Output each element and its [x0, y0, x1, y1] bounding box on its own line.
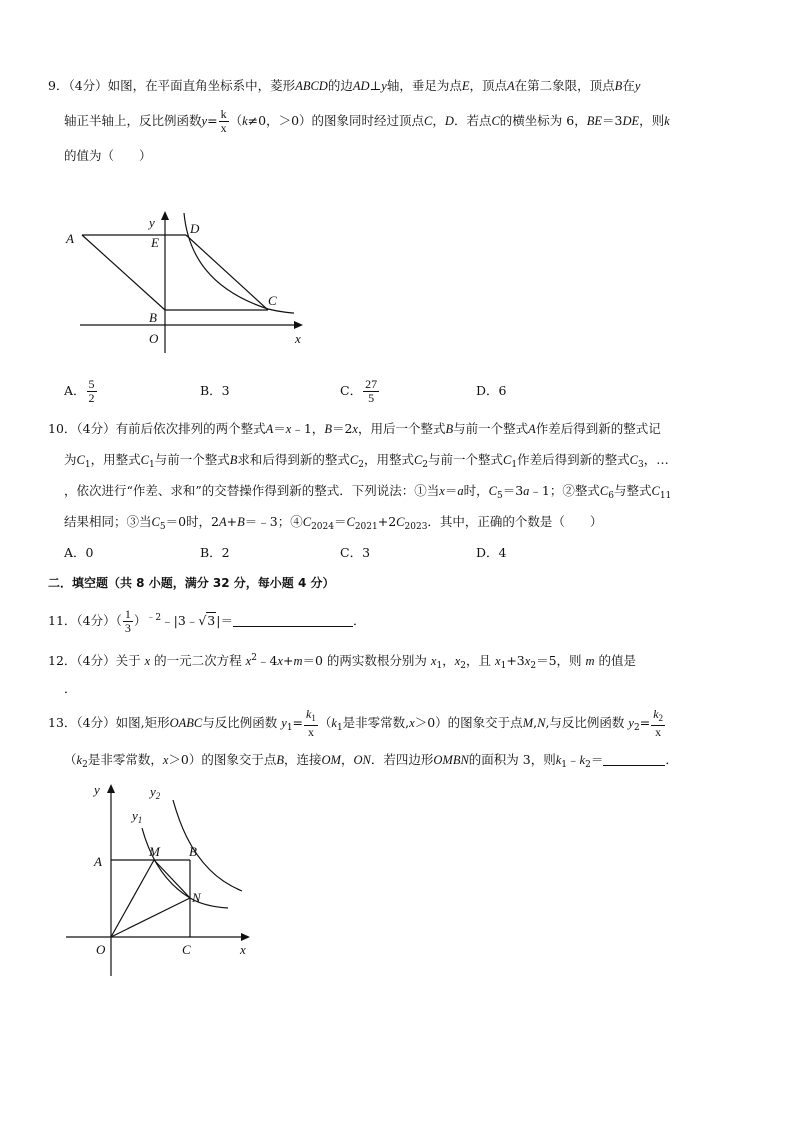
q13-text: ．若四边形 [370, 752, 434, 767]
q13-var: OM [321, 753, 341, 767]
q10-text: 与前一个整式 [428, 452, 504, 467]
sqrt-value: 3 [207, 613, 216, 628]
q13-var: y [281, 716, 287, 730]
q12-text: ﹣4 [256, 653, 278, 668]
x-axis-arrow [241, 933, 250, 941]
q10-var: C [76, 453, 85, 467]
q9-var: y [634, 79, 641, 93]
q10-text: 与整式 [613, 483, 652, 498]
q9-var: C [491, 114, 500, 128]
fraction-denominator: 3 [124, 621, 131, 635]
label-n: N [192, 890, 201, 905]
hyperbola-curve [184, 213, 294, 313]
q13-number: 13 [48, 715, 64, 730]
q12-text: +3 [506, 653, 525, 668]
q13-var: x [409, 716, 415, 730]
line-mn [154, 860, 190, 898]
subscript: 1 [436, 661, 443, 671]
q10-text: 与前一个整式 [154, 452, 230, 467]
q13-figure [60, 780, 260, 980]
q12-text: 的一元二次方程 [154, 653, 242, 668]
q10-number: 10 [48, 421, 64, 436]
q10-text: ＝2 [331, 421, 353, 436]
q10-var: B [324, 422, 332, 436]
q9-var: BE [586, 114, 603, 128]
q10-var: C [302, 515, 312, 529]
q12-text: ． [64, 681, 77, 696]
label-a: A [94, 854, 102, 869]
subscript: 2024 [311, 522, 334, 532]
q11-score: （4分） [76, 613, 116, 628]
q13-var: ON [353, 753, 371, 767]
subscript: 2 [530, 661, 537, 671]
subscript: 2 [358, 460, 364, 470]
answer-blank[interactable] [603, 753, 665, 766]
q12-var: m [585, 654, 595, 668]
q9-number: 9 [48, 78, 56, 93]
q9-var: B [614, 79, 623, 93]
q10-option-a [64, 543, 93, 563]
q9-option-b [200, 381, 230, 401]
q9-text: 在第二象限，顶点 [514, 78, 615, 93]
q12-var: x [277, 654, 283, 668]
q10-option-d [476, 543, 506, 563]
q13-var: k [76, 753, 83, 767]
q11-text: ） [133, 613, 147, 628]
q12-text: ＝0 的两实数根分别为 [302, 653, 427, 668]
q9-text: （ [229, 113, 243, 128]
q13-text: ＞0）的图象交于点 [168, 752, 277, 767]
subscript: 2 [585, 760, 591, 770]
q13-text: ,与反比例函数 [545, 715, 625, 730]
q10-text: ，依次进行“作差、求和”的交替操作得到新的整式．下列说法：①当 [64, 483, 440, 498]
q10-var: B [237, 515, 245, 529]
q9-var: A [507, 79, 515, 93]
q13-text: 是非零常数， [87, 752, 163, 767]
q10-text: +2 [377, 514, 397, 529]
q13-line-1: 13．（4分）如图,矩形OABC与反比例函数 $y_1=$ $\frac{k_1}{x}$ （$k_1$是非零常数,x＞0）的图象交于点M,N,与反比例函数 $y_2=$ $\frac{k_2}{x}$ [48, 707, 664, 739]
q10-text: 结果相同；③当 [64, 514, 152, 529]
q12-number: 12 [48, 653, 64, 668]
q12-text: ，且 [466, 653, 492, 668]
option-fraction [87, 378, 97, 405]
option-label: A． [64, 383, 86, 398]
q9-option-c [340, 378, 380, 405]
subscript: 1 [561, 760, 568, 770]
q9-text: 的值为（ ） [64, 148, 152, 163]
curve-y2 [173, 800, 242, 891]
label-b: B [189, 844, 197, 859]
q9-fraction [219, 108, 229, 135]
y-axis-arrow [161, 211, 169, 220]
superscript: 2 [251, 653, 257, 663]
q13-var: N [537, 716, 546, 730]
q13-text: ，连接 [284, 752, 322, 767]
q10-text: ＝ [444, 483, 458, 498]
fraction-numerator: k [306, 707, 312, 721]
q13-var: OMBN [433, 753, 469, 767]
subscript: 2021 [354, 522, 378, 532]
q10-line-3 [64, 481, 671, 506]
q10-var: C [503, 453, 512, 467]
q10-var: a [523, 484, 530, 498]
q13-text: 与反比例函数 [202, 715, 278, 730]
option-label: D．6 [476, 383, 507, 398]
fraction-numerator: 27 [365, 377, 378, 391]
subscript: 1 [511, 460, 518, 470]
subscript: 11 [659, 491, 672, 501]
q10-line-1: 10．（4分）有前后依次排列的两个整式A＝x﹣1，B＝2x，用后一个整式B与前一个整式A作差后得到新的整式记 [48, 421, 661, 436]
option-label: D．4 [476, 545, 507, 560]
q13-var: k [331, 716, 337, 730]
q9-var: k [242, 114, 248, 128]
q9-line-1: 9．（4分）如图，在平面直角坐标系中，菱形ABCD的边AD⊥y轴，垂足为点E，顶点A在第二象限，顶点B在y [48, 78, 641, 93]
q10-text: ＝﹣3；④ [244, 514, 303, 529]
q10-text: 求和后得到新的整式 [237, 452, 350, 467]
q12-text: 的值是 [598, 653, 637, 668]
q10-var: C [140, 453, 149, 467]
q10-var: C [349, 453, 359, 467]
subscript: 6 [608, 491, 614, 501]
label-x: x [295, 331, 301, 346]
q10-text: ＝0时，2 [165, 514, 219, 529]
q13-fraction-2 [651, 708, 665, 739]
answer-blank[interactable] [233, 614, 353, 627]
q10-option-b [200, 543, 230, 563]
q10-score: （4分） [76, 421, 116, 436]
q12-var: x [495, 654, 501, 668]
label-b: B [149, 310, 157, 325]
q10-var: x [439, 484, 445, 498]
q9-text: 轴正半轴上，反比例函数 [64, 113, 202, 128]
subscript: 1 [336, 723, 343, 733]
q9-text: ≠0， [247, 113, 279, 128]
q10-var: A [219, 515, 227, 529]
label-y1 [130, 808, 142, 825]
q9-var: D [444, 114, 454, 128]
q12-text: ＝5，则 [536, 653, 582, 668]
q10-line-2 [64, 450, 669, 475]
label-m: M [149, 844, 160, 859]
q11-text: ． [352, 613, 366, 628]
q9-text: ， [432, 113, 445, 128]
q10-line-4 [64, 512, 602, 537]
q13-text: , [533, 715, 538, 730]
q9-text: ＞0）的图象同时经过顶点 [278, 113, 425, 128]
subscript: 2 [658, 713, 664, 723]
option-label: B．2 [200, 545, 230, 560]
subscript: 2 [460, 661, 467, 671]
subscript: 1 [311, 713, 316, 723]
q9-text: ，顶点 [469, 78, 508, 93]
q11-fraction [123, 608, 133, 635]
label-y: y [94, 782, 100, 797]
q12-text: ， [442, 653, 455, 668]
label-o: O [149, 331, 159, 346]
q9-var: k [664, 114, 670, 128]
q9-text: ＝3 [602, 113, 623, 128]
q13-text: = [639, 715, 651, 730]
q10-text: ＝ [273, 421, 286, 436]
q10-var: x [285, 422, 292, 436]
option-label: A．0 [64, 545, 94, 560]
q13-var: x [162, 753, 169, 767]
label-y2-letter: y [150, 784, 156, 799]
q9-text: 如图，在平面直角坐标系中，菱形 [107, 78, 296, 93]
label-y2-sub: 2 [155, 791, 161, 801]
label-y: y [149, 215, 155, 230]
curve-y1 [142, 828, 228, 908]
q13-text: （ [64, 752, 77, 767]
subscript: 1 [84, 460, 91, 470]
q12-text: 关于 [115, 653, 141, 668]
label-d: D [190, 221, 200, 236]
q13-text: ＝ [590, 752, 604, 767]
q10-option-c [340, 543, 370, 563]
q10-var: C [413, 453, 423, 467]
q13-text: 是非零常数, [342, 715, 410, 730]
q12-line-1: 12．（4分）关于 x 的一元二次方程 $x^2﹣4x+m=0$ 的两实数根分别为 $x_1$，$x_2$，且 $x_1+3x_2=5$，则 m 的值是 [48, 653, 637, 671]
q13-text: （ [318, 715, 332, 730]
q12-var: x [454, 654, 461, 668]
q10-var: C [396, 515, 405, 529]
fraction-numerator: 1 [124, 607, 131, 621]
q10-var: C [488, 484, 497, 498]
q13-var: k [579, 753, 586, 767]
fraction-denominator: x [655, 725, 662, 739]
q9-text: = [207, 113, 218, 128]
q12-var: x [245, 654, 252, 668]
q9-figure [60, 205, 320, 355]
q10-var: C [346, 515, 355, 529]
q13-score: （4分） [76, 715, 116, 730]
q12-var: m [293, 654, 303, 668]
q11-text: |＝ [216, 613, 233, 628]
subscript: 2023 [404, 522, 428, 532]
line-on [111, 898, 190, 937]
q13-text: ＞0）的图象交于点 [414, 715, 523, 730]
q10-var: C [629, 453, 638, 467]
q9-text: 在 [622, 78, 635, 93]
q10-text: ﹣1；②整式 [529, 483, 600, 498]
q11-text: ﹣|3﹣ [161, 613, 199, 628]
sqrt-icon: √ [198, 613, 207, 628]
q10-var: C [599, 484, 609, 498]
q13-var: y [628, 716, 634, 730]
q10-text: ﹣1， [291, 421, 325, 436]
q9-text: 的边 [327, 78, 353, 93]
q9-option-a [64, 378, 98, 405]
q10-text: + [226, 514, 238, 529]
q10-var: C [651, 484, 660, 498]
q10-text: 作差后得到新的整式记 [535, 421, 661, 436]
q9-text: 的横坐标为 6， [499, 113, 587, 128]
q9-option-d [476, 381, 506, 401]
q9-text: ⊥ [369, 78, 382, 93]
q11-text: （ [115, 613, 122, 628]
line-om [111, 860, 154, 937]
side-dc [186, 235, 268, 310]
q10-text: ，… [643, 452, 669, 467]
q10-text: ．其中，正确的个数是（ ） [427, 514, 603, 529]
label-c: C [268, 293, 277, 308]
q10-text: ，用整式 [363, 452, 414, 467]
fraction-denominator: 5 [368, 391, 375, 405]
section-heading: 二．填空题（共 8 小题，满分 32 分，每小题 4 分） [48, 576, 335, 590]
label-c: C [182, 942, 191, 957]
label-y2 [148, 784, 161, 801]
option-fraction [363, 378, 379, 405]
option-label: C． [340, 383, 363, 398]
fraction-numerator: k [653, 707, 659, 721]
subscript: 5 [159, 522, 166, 532]
subscript: 2 [633, 723, 640, 733]
q12-var: x [524, 654, 531, 668]
subscript: 1 [148, 460, 155, 470]
q13-text: ， [340, 752, 354, 767]
x-axis-arrow [294, 321, 303, 329]
q10-var: A [265, 422, 274, 436]
q12-score: （4分） [76, 653, 116, 668]
q13-var: OABC [169, 716, 203, 730]
fraction-numerator: k [220, 107, 227, 121]
q13-text: ﹣ [567, 752, 580, 767]
q11-line: 11．（4分）（ $\frac{1}{3}$ ）$^{﹣2}$﹣|3﹣√3|＝ ． [48, 607, 366, 635]
q12-text: + [282, 653, 294, 668]
q10-text: ，用整式 [90, 452, 141, 467]
q13-var: B [276, 753, 284, 767]
q13-fraction-1 [304, 708, 318, 739]
q10-var: A [528, 422, 536, 436]
q9-var: ABCD [295, 79, 328, 93]
label-x: x [240, 942, 246, 957]
y-axis-arrow [107, 784, 115, 793]
option-label: C．3 [340, 545, 371, 560]
q13-text: = [292, 715, 304, 730]
q9-var: y [201, 114, 208, 128]
q13-var: k [555, 753, 562, 767]
label-o: O [96, 942, 106, 957]
q10-var: B [229, 453, 238, 467]
q10-text: 为 [64, 452, 77, 467]
q9-var: y [381, 79, 387, 93]
label-a: A [66, 231, 74, 246]
subscript: 1 [500, 661, 507, 671]
q11-number: 11 [48, 613, 64, 628]
q12-line-2 [64, 679, 77, 699]
q10-text: 作差后得到新的整式 [517, 452, 630, 467]
q10-var: x [352, 422, 358, 436]
fraction-denominator: x [307, 725, 314, 739]
label-y1-letter: y [132, 808, 138, 823]
q10-text: ＝3 [502, 483, 524, 498]
q13-text: 的面积为 3，则 [468, 752, 556, 767]
subscript: 2 [82, 760, 88, 770]
fraction-numerator: 5 [88, 377, 95, 391]
subscript: 2 [422, 460, 429, 470]
q9-var: E [461, 79, 470, 93]
subscript: 1 [286, 723, 293, 733]
option-label: B．3 [200, 383, 230, 398]
q10-var: C [151, 515, 160, 529]
q10-text: 有前后依次排列的两个整式 [115, 421, 266, 436]
subscript: 3 [637, 460, 644, 470]
q12-var: x [144, 654, 151, 668]
q9-var: AD [352, 79, 370, 93]
q10-var: a [457, 484, 464, 498]
q9-text: 轴，垂足为点 [386, 78, 462, 93]
q10-text: 与前一个整式 [453, 421, 529, 436]
q13-text: 如图,矩形 [115, 715, 170, 730]
q9-score: （4分） [68, 78, 108, 93]
q9-text: ．若点 [453, 113, 492, 128]
q9-var: DE [622, 114, 640, 128]
q10-text: ，用后一个整式 [357, 421, 446, 436]
q13-line-2 [64, 750, 678, 775]
q13-text: ． [665, 752, 678, 767]
q9-var: C [424, 114, 433, 128]
q10-text: ＝ [333, 514, 347, 529]
superscript: ﹣2 [146, 613, 162, 623]
q9-line-3 [64, 146, 152, 166]
q9-text: ，则 [639, 113, 665, 128]
label-y1-sub: 1 [137, 815, 143, 825]
q9-line-2 [64, 108, 670, 135]
q10-text: 时， [463, 483, 489, 498]
fraction-denominator: x [220, 121, 227, 135]
subscript: 5 [496, 491, 503, 501]
q13-var: M [522, 716, 534, 730]
label-e: E [151, 235, 159, 250]
q10-var: B [445, 422, 454, 436]
q12-var: x [430, 654, 437, 668]
fraction-denominator: 2 [88, 391, 95, 405]
